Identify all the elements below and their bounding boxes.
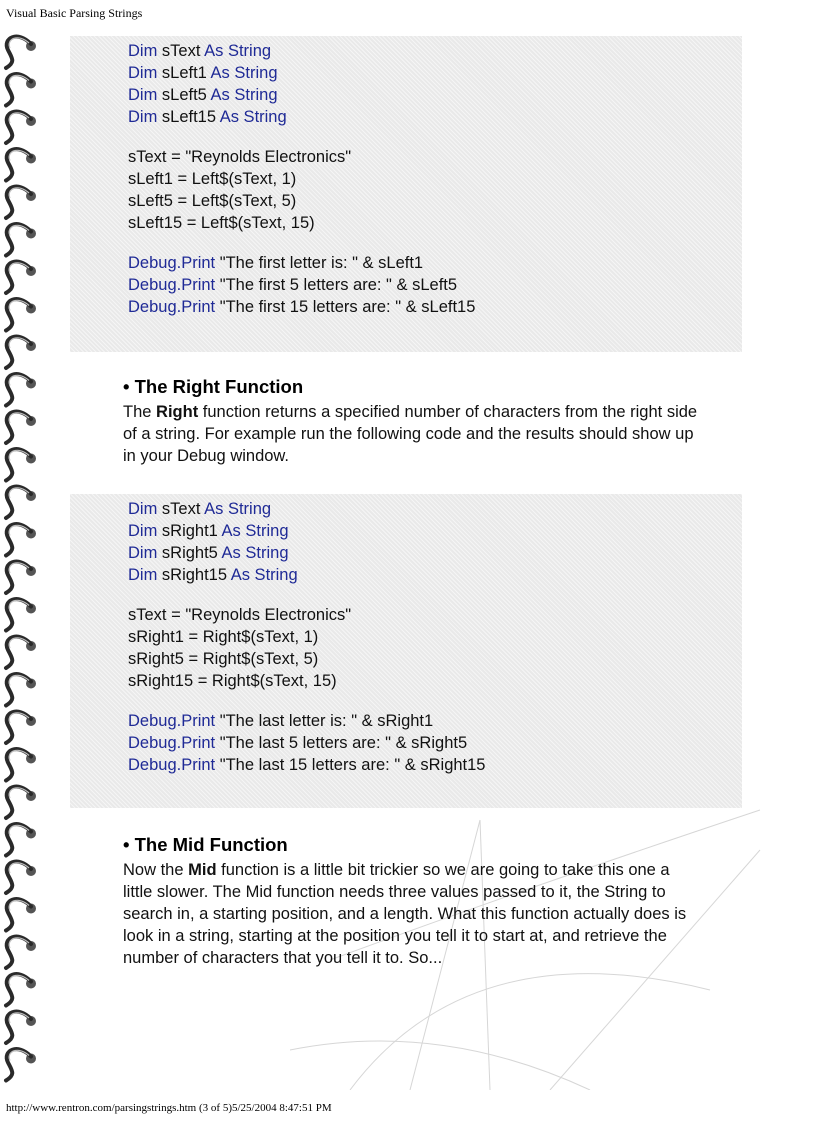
code-line-debug-print (128, 754, 485, 776)
print-expression: "The first 5 letters are: " & sLeft5 (215, 276, 458, 294)
variable-name: sRight15 (157, 566, 231, 584)
binding-ring (6, 112, 36, 143)
code-line-assignment: sText = "Reynolds Electronics" (128, 606, 352, 624)
code-line-declaration (128, 62, 475, 84)
variable-name: sText (157, 42, 205, 60)
binding-ring (6, 299, 36, 330)
binding-ring (6, 637, 36, 668)
code-line-declaration (128, 564, 485, 586)
binding-ring (6, 899, 36, 930)
binding-ring (6, 1049, 36, 1080)
code-line-declaration (128, 520, 485, 542)
binding-ring (6, 449, 36, 480)
keyword-as-string: As String (230, 566, 298, 584)
code-line-declaration (128, 84, 475, 106)
binding-ring (6, 412, 36, 443)
code-line-assignment: sRight15 = Right$(sText, 15) (128, 672, 337, 690)
keyword-as-string: As String (221, 544, 289, 562)
binding-ring (6, 712, 36, 743)
binding-ring (6, 824, 36, 855)
keyword-dim: Dim (128, 500, 158, 518)
keyword-debug-print: Debug.Print (128, 254, 216, 272)
keyword-debug-print: Debug.Print (128, 276, 216, 294)
variable-name: sLeft1 (157, 64, 211, 82)
keyword-debug-print: Debug.Print (128, 712, 216, 730)
binding-ring (6, 1012, 36, 1043)
print-expression: "The last 15 letters are: " & sRight15 (215, 756, 486, 774)
keyword-dim: Dim (128, 544, 158, 562)
section-heading-right-function: • The Right Function (123, 376, 304, 397)
print-expression: "The first 15 letters are: " & sLeft15 (215, 298, 476, 316)
binding-ring (6, 524, 36, 555)
keyword-dim: Dim (128, 86, 158, 104)
variable-name: sLeft15 (157, 108, 220, 126)
binding-ring (6, 787, 36, 818)
keyword-debug-print: Debug.Print (128, 734, 216, 752)
print-expression: "The last 5 letters are: " & sRight5 (215, 734, 468, 752)
keyword-dim: Dim (128, 522, 158, 540)
binding-ring (6, 562, 36, 593)
code-block-right-example (70, 494, 742, 808)
variable-name: sLeft5 (157, 86, 211, 104)
binding-ring (6, 374, 36, 405)
keyword-dim: Dim (128, 42, 158, 60)
binding-ring (6, 487, 36, 518)
code-block-left-example (70, 36, 742, 352)
code-line-assignment: sLeft5 = Left$(sText, 5) (128, 192, 297, 210)
keyword-as-string: As String (204, 500, 272, 518)
binding-ring (6, 674, 36, 705)
keyword-dim: Dim (128, 64, 158, 82)
keyword-as-string: As String (210, 64, 278, 82)
print-footer: http://www.rentron.com/parsingstrings.htm (3 of 5)5/25/2004 8:47:51 PM (6, 1102, 332, 1114)
code-line-assignment: sLeft1 = Left$(sText, 1) (128, 170, 297, 188)
binding-ring (6, 974, 36, 1005)
binding-ring (6, 149, 36, 180)
code-line-declaration (128, 498, 485, 520)
keyword-debug-print: Debug.Print (128, 298, 216, 316)
binding-ring (6, 937, 36, 968)
paragraph-text: function is a little bit trickier so we are going to take this one a little slower. The Mid function needs three values passed to it, the String to search in, a starting position, and a length. What this function actually does is look in a string, starting at the position you tell it to start at, and retrieve the number of characters that you tell it to. So... (123, 861, 687, 967)
binding-ring (6, 187, 36, 218)
binding-ring (6, 74, 36, 105)
keyword-dim: Dim (128, 108, 158, 126)
paragraph-bold-term: Mid (188, 861, 217, 879)
print-expression: "The last letter is: " & sRight1 (215, 712, 434, 730)
print-expression: "The first letter is: " & sLeft1 (215, 254, 424, 272)
keyword-debug-print: Debug.Print (128, 756, 216, 774)
variable-name: sRight5 (157, 544, 222, 562)
spiral-binding-decoration (0, 22, 44, 1085)
binding-ring (6, 862, 36, 893)
code-line-debug-print (128, 710, 485, 732)
paragraph-text: Now the (123, 861, 189, 879)
code-line-debug-print (128, 732, 485, 754)
code-line-debug-print (128, 274, 475, 296)
paragraph-mid-function (123, 859, 703, 969)
code-line-assignment: sLeft15 = Left$(sText, 15) (128, 214, 315, 232)
binding-ring (6, 337, 36, 368)
keyword-as-string: As String (219, 108, 287, 126)
section-heading-mid-function: • The Mid Function (123, 834, 288, 855)
binding-ring (6, 599, 36, 630)
code-line-assignment: sRight1 = Right$(sText, 1) (128, 628, 319, 646)
code-line-declaration (128, 542, 485, 564)
binding-ring (6, 749, 36, 780)
keyword-as-string: As String (221, 522, 289, 540)
code-line-declaration (128, 106, 475, 128)
keyword-as-string: As String (210, 86, 278, 104)
print-header: Visual Basic Parsing Strings (6, 6, 143, 20)
code-line-assignment: sRight5 = Right$(sText, 5) (128, 650, 319, 668)
binding-ring (6, 262, 36, 293)
paragraph-right-function (123, 401, 703, 467)
variable-name: sRight1 (157, 522, 222, 540)
variable-name: sText (157, 500, 205, 518)
code-line-assignment: sText = "Reynolds Electronics" (128, 148, 352, 166)
paragraph-text: function returns a specified number of characters from the right side of a string. For example run the following code and the results should show up in your Debug window. (123, 403, 698, 465)
binding-ring (6, 224, 36, 255)
keyword-dim: Dim (128, 566, 158, 584)
keyword-as-string: As String (204, 42, 272, 60)
code-line-declaration (128, 40, 475, 62)
paragraph-bold-term: Right (156, 403, 199, 421)
paragraph-text: The (123, 403, 157, 421)
binding-ring (6, 37, 36, 68)
code-line-debug-print (128, 296, 475, 318)
code-line-debug-print (128, 252, 475, 274)
